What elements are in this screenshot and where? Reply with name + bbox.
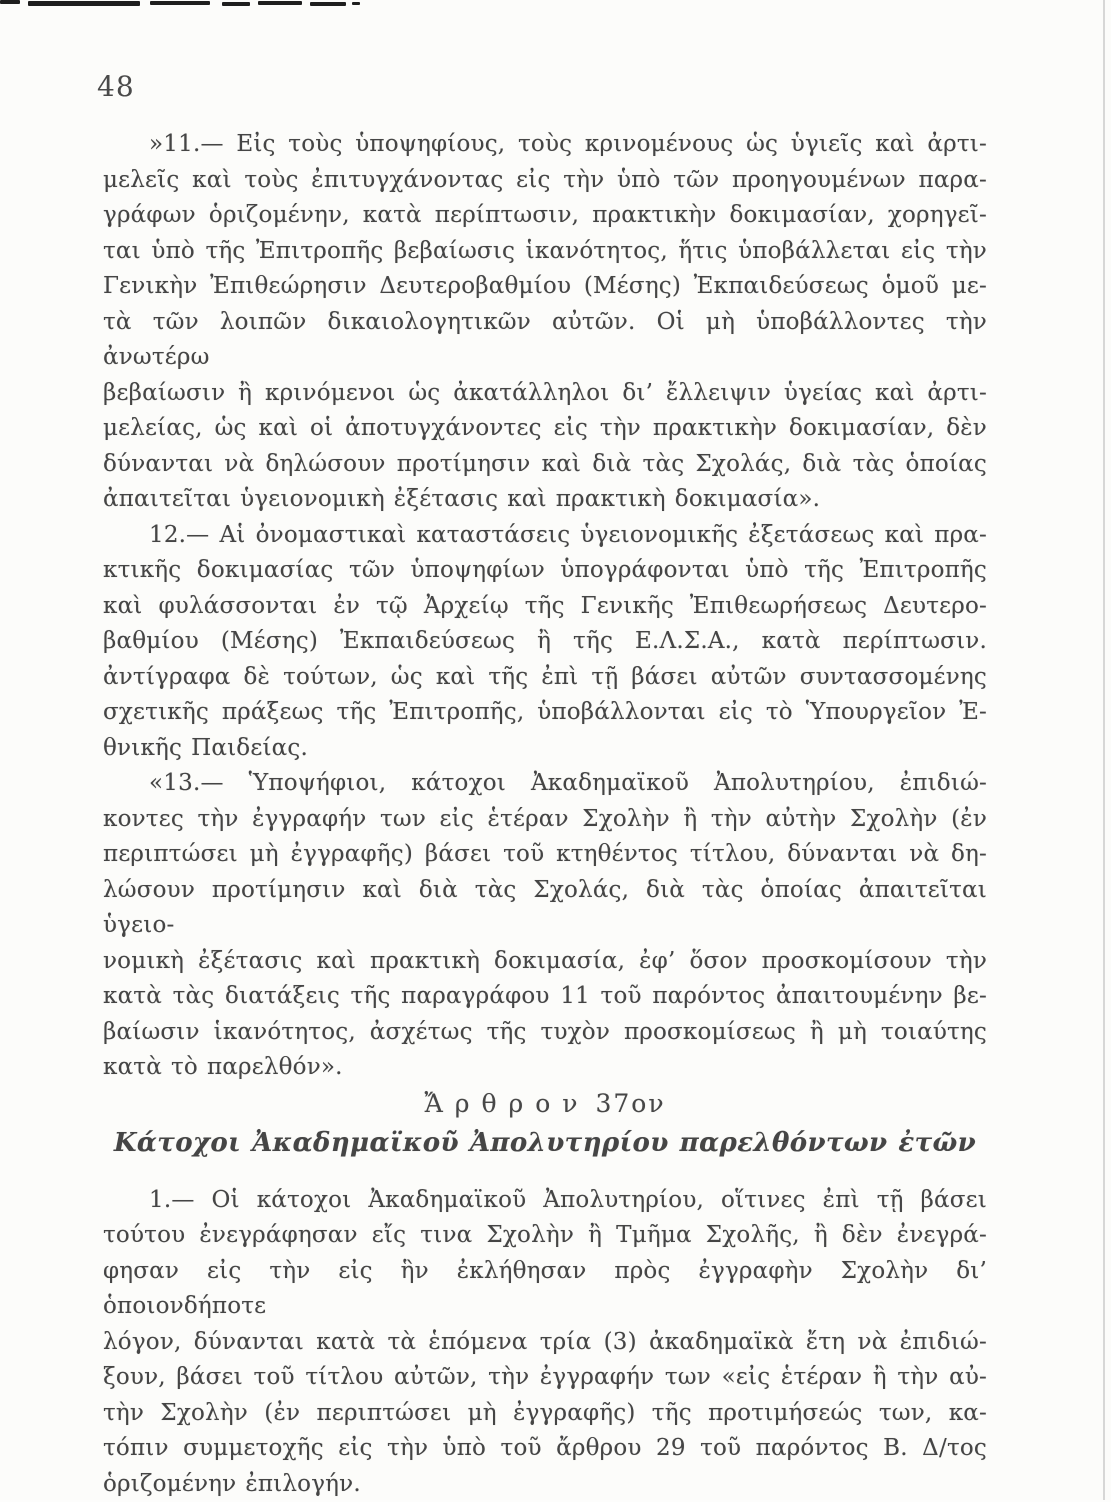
text-line: βεβαίωσιν ἢ κρινόμενοι ὡς ἀκατάλληλοι δι’ ἔλλειψιν ὑγείας καὶ ἀρτι- <box>103 376 987 412</box>
scan-artifact-dash <box>150 1 210 5</box>
scan-artifact-dash <box>222 2 250 6</box>
paragraph-13 <box>103 766 987 1086</box>
text-line: ξουν, βάσει τοῦ τίτλου αὐτῶν, τὴν ἐγγραφήν των «εἰς ἑτέραν ἢ τὴν αὐ- <box>103 1360 987 1396</box>
text-line: »11.— Εἰς τοὺς ὑποψηφίους, τοὺς κρινομένους ὡς ὑγιεῖς καὶ ἀρτι- <box>103 127 987 163</box>
text-line: μελείας, ὡς καὶ οἱ ἀποτυγχάνοντες εἰς τὴν πρακτικὴν δοκιμασίαν, δὲν <box>103 411 987 447</box>
paragraph-11 <box>103 127 987 518</box>
article-subtitle: Κάτοχοι Ἀκαδημαϊκοῦ Ἀπολυτηρίου παρελθόντων ἐτῶν <box>103 1126 987 1162</box>
scan-artifact-dash <box>258 1 302 5</box>
text-line: τόπιν συμμετοχῆς εἰς τὴν ὑπὸ τοῦ ἄρθρου 29 τοῦ παρόντος Β. Δ/τος <box>103 1431 987 1467</box>
text-line: ται ὑπὸ τῆς Ἐπιτροπῆς βεβαίωσις ἱκανότητος, ἥτις ὑποβάλλεται εἰς τὴν <box>103 234 987 270</box>
text-line: δύνανται νὰ δηλώσουν προτίμησιν καὶ διὰ τὰς Σχολάς, διὰ τὰς ὁποίας <box>103 447 987 483</box>
text-line: βαθμίου (Μέσης) Ἐκπαιδεύσεως ἢ τῆς Ε.Λ.Σ.Α., κατὰ περίπτωσιν. <box>103 624 987 660</box>
text-line: καὶ φυλάσσονται ἐν τῷ Ἀρχείῳ τῆς Γενικῆς Ἐπιθεωρήσεως Δευτερο- <box>103 589 987 625</box>
text-line: ἀντίγραφα δὲ τούτων, ὡς καὶ τῆς ἐπὶ τῇ βάσει αὐτῶν συντασσομένης <box>103 660 987 696</box>
text-line: λώσουν προτίμησιν καὶ διὰ τὰς Σχολάς, διὰ τὰς ὁποίας ἀπαιτεῖται ὑγειο- <box>103 873 987 944</box>
scan-artifact-top-bar <box>0 0 400 8</box>
text-line: περιπτώσει μὴ ἐγγραφῆς) βάσει τοῦ κτηθέντος τίτλου, δύνανται νὰ δη- <box>103 837 987 873</box>
text-line: γράφων ὁριζομένην, κατὰ περίπτωσιν, πρακτικὴν δοκιμασίαν, χορηγεῖ- <box>103 198 987 234</box>
document-text-block <box>103 127 987 1502</box>
text-line: 12.— Αἱ ὀνομαστικαὶ καταστάσεις ὑγειονομικῆς ἐξετάσεως καὶ πρα- <box>103 518 987 554</box>
text-line: νομικὴ ἐξέτασις καὶ πρακτικὴ δοκιμασία, ἐφ’ ὅσον προσκομίσουν τὴν <box>103 944 987 980</box>
scan-artifact-dash <box>0 0 20 4</box>
article-heading-word: Ἄρθρον <box>424 1089 589 1118</box>
text-line: ὁριζομένην ἐπιλογήν. <box>103 1467 987 1502</box>
article-heading-number: 37ον <box>595 1089 665 1118</box>
text-line: «13.— Ὑποψήφιοι, κάτοχοι Ἀκαδημαϊκοῦ Ἀπολυτηρίου, ἐπιδιώ- <box>103 766 987 802</box>
scan-artifact-dash <box>310 2 346 6</box>
text-line: σχετικῆς πράξεως τῆς Ἐπιτροπῆς, ὑποβάλλονται εἰς τὸ Ὑπουργεῖον Ἐ- <box>103 695 987 731</box>
text-line: λόγον, δύνανται κατὰ τὰ ἑπόμενα τρία (3) ἀκαδημαϊκὰ ἔτη νὰ ἐπιδιώ- <box>103 1325 987 1361</box>
text-line: θνικῆς Παιδείας. <box>103 731 987 767</box>
scan-edge-shadow <box>1103 0 1105 1500</box>
text-line: φησαν εἰς τὴν εἰς ἣν ἐκλήθησαν πρὸς ἐγγραφὴν Σχολὴν δι’ ὁποιονδήποτε <box>103 1254 987 1325</box>
scan-artifact-dash <box>28 1 140 6</box>
page-number: 48 <box>97 70 135 103</box>
text-line: κατὰ τὸ παρελθόν». <box>103 1050 987 1086</box>
paragraph-12 <box>103 518 987 767</box>
text-line: τὰ τῶν λοιπῶν δικαιολογητικῶν αὐτῶν. Οἱ μὴ ὑποβάλλοντες τὴν ἀνωτέρω <box>103 305 987 376</box>
text-line: τούτου ἐνεγράφησαν εἴς τινα Σχολὴν ἢ Τμῆμα Σχολῆς, ἢ δὲν ἐνεγρά- <box>103 1218 987 1254</box>
article-heading <box>103 1086 987 1122</box>
text-line: κτικῆς δοκιμασίας τῶν ὑποψηφίων ὑπογράφονται ὑπὸ τῆς Ἐπιτροπῆς <box>103 553 987 589</box>
text-line: βαίωσιν ἱκανότητος, ἀσχέτως τῆς τυχὸν προσκομίσεως ἢ μὴ τοιαύτης <box>103 1015 987 1051</box>
text-line: τὴν Σχολὴν (ἐν περιπτώσει μὴ ἐγγραφῆς) τῆς προτιμήσεώς των, κα- <box>103 1396 987 1432</box>
text-line: μελεῖς καὶ τοὺς ἐπιτυγχάνοντας εἰς τὴν ὑπὸ τῶν προηγουμένων παρα- <box>103 163 987 199</box>
text-line: κοντες τὴν ἐγγραφήν των εἰς ἑτέραν Σχολὴν ἢ τὴν αὐτὴν Σχολὴν (ἐν <box>103 802 987 838</box>
text-line: ἀπαιτεῖται ὑγειονομικὴ ἐξέτασις καὶ πρακτικὴ δοκιμασία». <box>103 482 987 518</box>
scan-artifact-dash <box>352 2 360 5</box>
text-line: κατὰ τὰς διατάξεις τῆς παραγράφου 11 τοῦ παρόντος ἀπαιτουμένην βε- <box>103 979 987 1015</box>
paragraph-1 <box>103 1183 987 1502</box>
text-line: 1.— Οἱ κάτοχοι Ἀκαδημαϊκοῦ Ἀπολυτηρίου, οἵτινες ἐπὶ τῇ βάσει <box>103 1183 987 1219</box>
text-line: Γενικὴν Ἐπιθεώρησιν Δευτεροβαθμίου (Μέσης) Ἐκπαιδεύσεως ὁμοῦ με- <box>103 269 987 305</box>
